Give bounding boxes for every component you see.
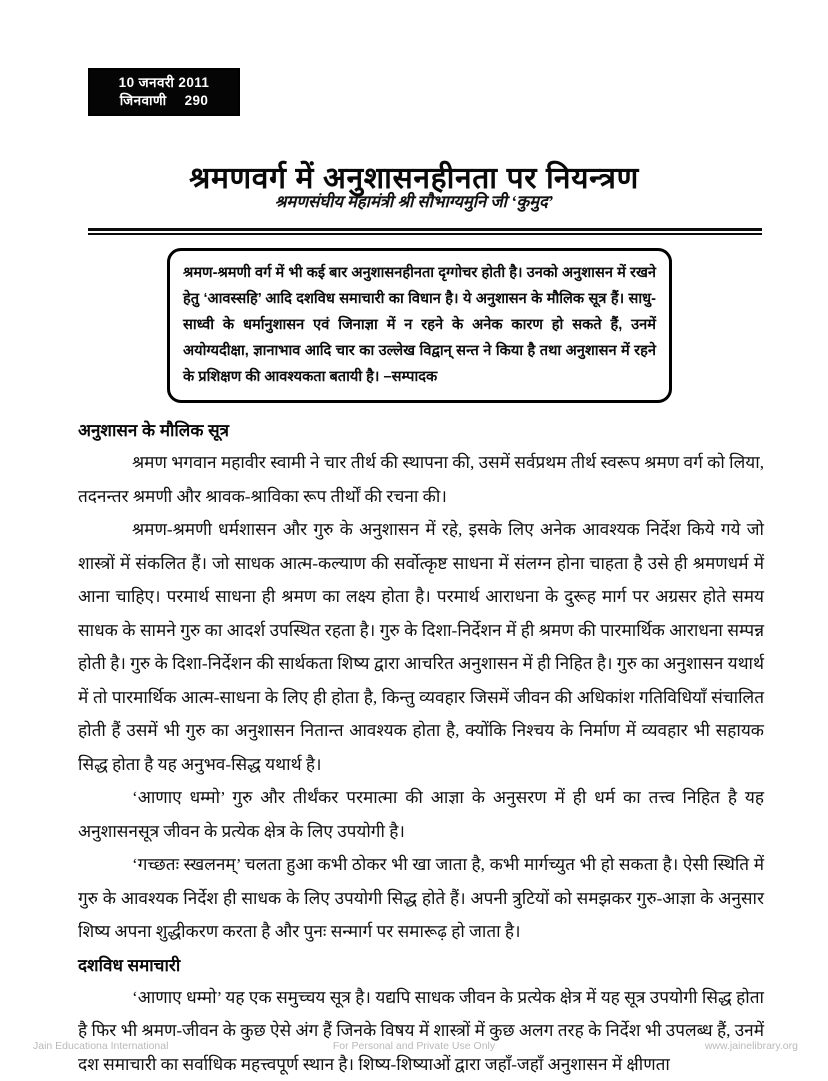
- body-paragraph: ‘गच्छतः स्खलनम्’ चलता हुआ कभी ठोकर भी खा जाता है, कभी मार्गच्युत भी हो सकता है। ऐसी स्थिति में गुरु के आवश्यक निर्देश ही साधक के लिए उपयोगी सिद्ध होते हैं। अपनी त्रुटियों को समझकर गुरु-आज्ञा के अनुसार शिष्य अपना शुद्धीकरण करता है और पुनः सन्मार्ग पर समारूढ़ हो जाता है।: [78, 855, 764, 941]
- footer-website[interactable]: www.jainelibrary.org: [704, 1040, 798, 1052]
- article-title: श्रमणवर्ग में अनुशासनहीनता पर नियन्त्रण: [189, 162, 639, 196]
- abstract-credit: –सम्पादक: [383, 369, 438, 385]
- body-paragraph: श्रमण-श्रमणी धर्मशासन और गुरु के अनुशासन में रहे, इसके लिए अनेक आवश्यक निर्देश किये गये जो शास्त्रों में संकलित हैं। जो साधक आत्म-कल्याण की सर्वोत्कृष्ट साधना में संलग्न होना चाहता है उसे ही श्रमणधर्म में आना चाहिए। परमार्थ साधना ही श्रमण का लक्ष्य होता है। परमार्थ आराधना के दुरूह मार्ग पर अग्रसर होते समय साधक के सामने गुरु का आदर्श उपस्थित रहता है। गुरु के दिशा-निर्देशन में ही श्रमण की पारमार्थिक आराधना सम्पन्न होती है। गुरु के दिशा-निर्देशन की सार्थकता शिष्य द्वारा आचरित अनुशासन में ही निहित है। गुरु का अनुशासन यथार्थ में तो पारमार्थिक आत्म-साधना के लिए ही होता है, किन्तु व्यवहार जिसमें जीवन की अधिकांश गतिविधियाँ संचालित होती हैं उसमें भी गुरु का अनुशासन नितान्त आवश्यक होता है, क्योंकि निश्चय के निर्माण में व्यवहार भी सहायक सिद्ध होता है यह अनुभव-सिद्ध यथार्थ है।: [78, 520, 764, 774]
- masthead-label: [88, 68, 240, 116]
- masthead-publication-row: [120, 92, 209, 110]
- divider-thick-line: [88, 228, 762, 231]
- section-heading-1: अनुशासन के मौलिक सूत्र: [78, 421, 229, 440]
- masthead-publication-name: जिनवाणी: [119, 92, 167, 108]
- article-byline: श्रमणसंघीय महामंत्री श्री सौभाग्यमुनि जी ‘कुमुद’: [274, 192, 554, 211]
- body-paragraph: श्रमण भगवान महावीर स्वामी ने चार तीर्थ की स्थापना की, उसमें सर्वप्रथम तीर्थ स्वरूप श्रमण वर्ग को लिया, तदनन्तर श्रमणी और श्रावक-श्राविका रूप तीर्थों की रचना की।: [78, 453, 764, 506]
- body-paragraph: ‘आणाए धम्मो’ यह एक समुच्चय सूत्र है। यद्यपि साधक जीवन के प्रत्येक क्षेत्र में यह सूत्र उपयोगी सिद्ध होता है फिर भी श्रमण-जीवन के कुछ ऐसे अंग हैं जिनके विषय में शास्त्रों में कुछ अलग तरह के निर्देश भी उपलब्ध हैं, उनमें दश समाचारी का सर्वाधिक महत्त्वपूर्ण स्थान है। शिष्य-शिष्याओं द्वारा जहाँ-जहाँ अनुशासन में क्षीणता: [78, 987, 764, 1074]
- editor-abstract-box: [167, 248, 672, 403]
- divider-thin-line: [88, 233, 762, 235]
- abstract-paragraph: [183, 260, 656, 390]
- masthead-page-number: 290: [184, 92, 209, 108]
- body-paragraph: ‘आणाए धम्मो’ गुरु और तीर्थंकर परमात्मा की आज्ञा के अनुसरण में ही धर्म का तत्त्व निहित है यह अनुशासनसूत्र जीवन के प्रत्येक क्षेत्र के लिए उपयोगी है।: [78, 788, 764, 841]
- section-heading-2: दशविध समाचारी: [78, 955, 181, 975]
- page-footer: [0, 1040, 828, 1060]
- masthead-date: 10 जनवरी 2011: [118, 74, 210, 90]
- header-divider: [88, 228, 762, 234]
- abstract-body-text: श्रमण-श्रमणी वर्ग में भी कई बार अनुशासनहीनता दृग्गोचर होती है। उनको अनुशासन में रखने हेतु ‘आवस्सहि’ आदि दशविध समाचारी का विधान है। ये अनुशासन के मौलिक सूत्र हैं। साधु-साध्वी के धर्मानुशासन एवं जिनाज्ञा में न रहने के अनेक कारण हो सकते हैं, उनमें अयोग्यदीक्षा, ज्ञानाभाव आदि चार का उल्लेख विद्वान् सन्त ने किया है तथा अनुशासन में रहने के प्रशिक्षण की आवश्यकता बतायी है।: [183, 265, 656, 385]
- footer-organization: Jain Educationa International: [33, 1040, 169, 1052]
- article-body: [78, 418, 764, 1081]
- footer-usage-notice: For Personal and Private Use Only: [332, 1040, 496, 1052]
